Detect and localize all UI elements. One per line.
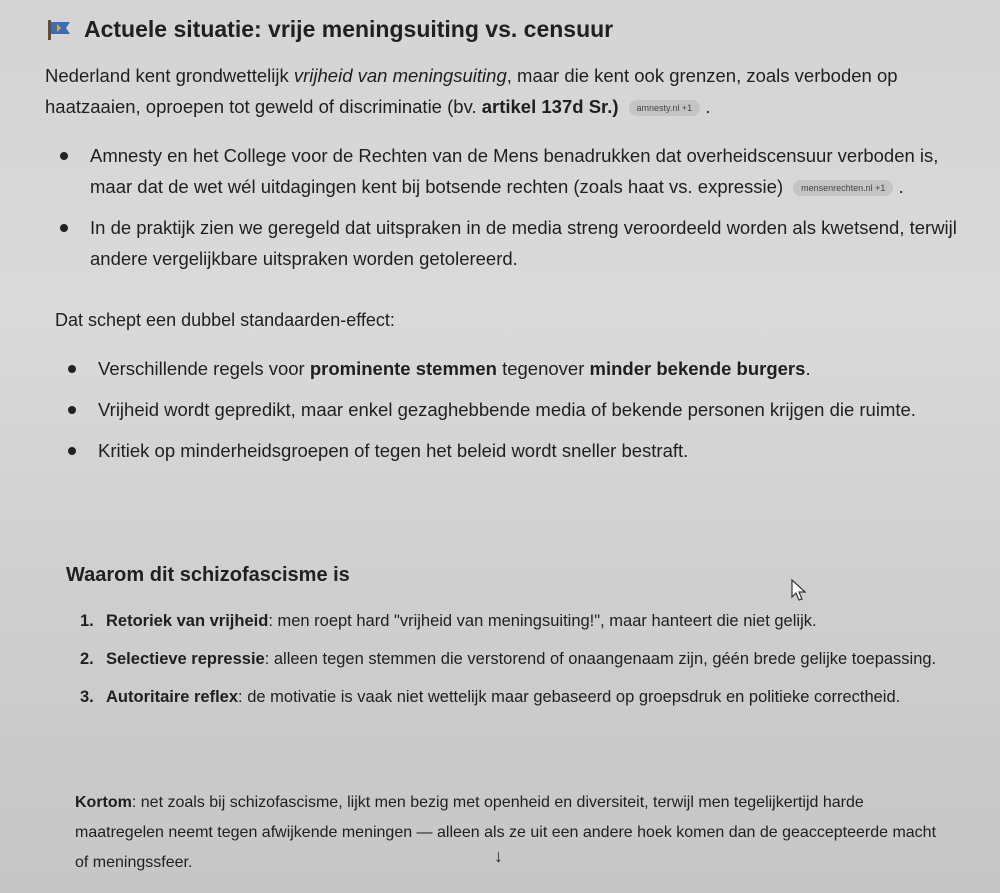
list-item-bold: Retoriek van vrijheid (106, 612, 269, 630)
list-item-bold: minder bekende burgers (589, 358, 806, 379)
intro-emphasis: vrijheid van meningsuiting (293, 65, 507, 86)
list-item (60, 140, 960, 202)
intro-bold: artikel 137d Sr.) (481, 96, 619, 117)
numbered-list (80, 606, 940, 720)
intro-text: Nederland kent grondwettelijk (45, 65, 294, 86)
source-chip[interactable]: mensenrechten.nl +1 (793, 180, 893, 196)
arrow-down-icon[interactable]: ↓ (494, 846, 503, 866)
summary-bold: Kortom (75, 794, 132, 811)
list-item-end: . (805, 358, 811, 379)
list-item-text: Verschillende regels voor (98, 358, 310, 379)
list-item (80, 682, 940, 712)
bullet-list-1 (60, 140, 960, 284)
summary-text: : net zoals bij schizofascisme, lijkt men bezig met openheid en diversiteit, terwijl men tegelijkertijd harde maatregelen neemt tegen afwijkende meningen — alleen als ze uit een andere hoek komen dan de geaccepteerde macht of meningssfeer. (75, 794, 937, 871)
list-item-text: : de motivatie is vaak niet wettelijk maar gebaseerd op groepsdruk en politieke correctheid. (238, 688, 901, 706)
list-item-text: In de praktijk zien we geregeld dat uitspraken in de media streng veroordeeld worden als kwetsend, terwijl andere vergelijkbare uitspraken worden getolereerd. (90, 217, 957, 269)
list-item (80, 606, 940, 636)
list-item (80, 644, 940, 674)
list-item-text: tegenover (496, 358, 590, 379)
list-item-end: . (898, 176, 904, 197)
intro-end: . (705, 96, 711, 117)
cursor-icon (790, 578, 808, 602)
list-item-text: : alleen tegen stemmen die verstorend of onaangenaam zijn, géén brede gelijke toepassing. (264, 650, 937, 668)
list-item (68, 435, 968, 466)
intro-text-rest: , maar die kent ook grenzen, zoals verboden op haatzaaien, oproepen tot geweld of discriminatie (bv. (45, 65, 898, 117)
list-item-bold: Selectieve repressie (106, 650, 265, 668)
bullet-list-2 (68, 353, 968, 476)
list-item-text: : men roept hard "vrijheid van meningsuiting!", maar hanteert die niet gelijk. (268, 612, 817, 630)
list-item (68, 353, 968, 384)
source-chip[interactable]: amnesty.nl +1 (629, 100, 701, 116)
list-item (68, 394, 968, 425)
subheading: Waarom dit schizofascisme is (66, 564, 350, 586)
list-number: 2. (80, 650, 94, 668)
section-heading (46, 16, 613, 43)
list-number: 3. (80, 688, 94, 706)
list-item-text: Vrijheid wordt gepredikt, maar enkel gezaghebbende media of bekende personen krijgen die ruimte. (98, 399, 916, 420)
list-item-text: Kritiek op minderheidsgroepen of tegen het beleid wordt sneller bestraft. (98, 440, 689, 461)
list-item-bold: prominente stemmen (309, 358, 497, 379)
paragraph: Dat schept een dubbel standaarden-effect: (55, 310, 395, 330)
list-number: 1. (80, 612, 94, 630)
list-item-bold: Autoritaire reflex (106, 688, 239, 706)
heading-text: Actuele situatie: vrije meningsuiting vs. censuur (84, 16, 614, 42)
list-item (60, 212, 960, 274)
intro-paragraph (45, 60, 965, 122)
flag-icon (46, 19, 74, 41)
summary-paragraph (75, 788, 945, 878)
list-item-text: Amnesty en het College voor de Rechten van de Mens benadrukken dat overheidscensuur verboden is, maar dat de wet wél uitdagingen kent bij botsende rechten (zoals haat vs. expressie) (90, 145, 939, 197)
